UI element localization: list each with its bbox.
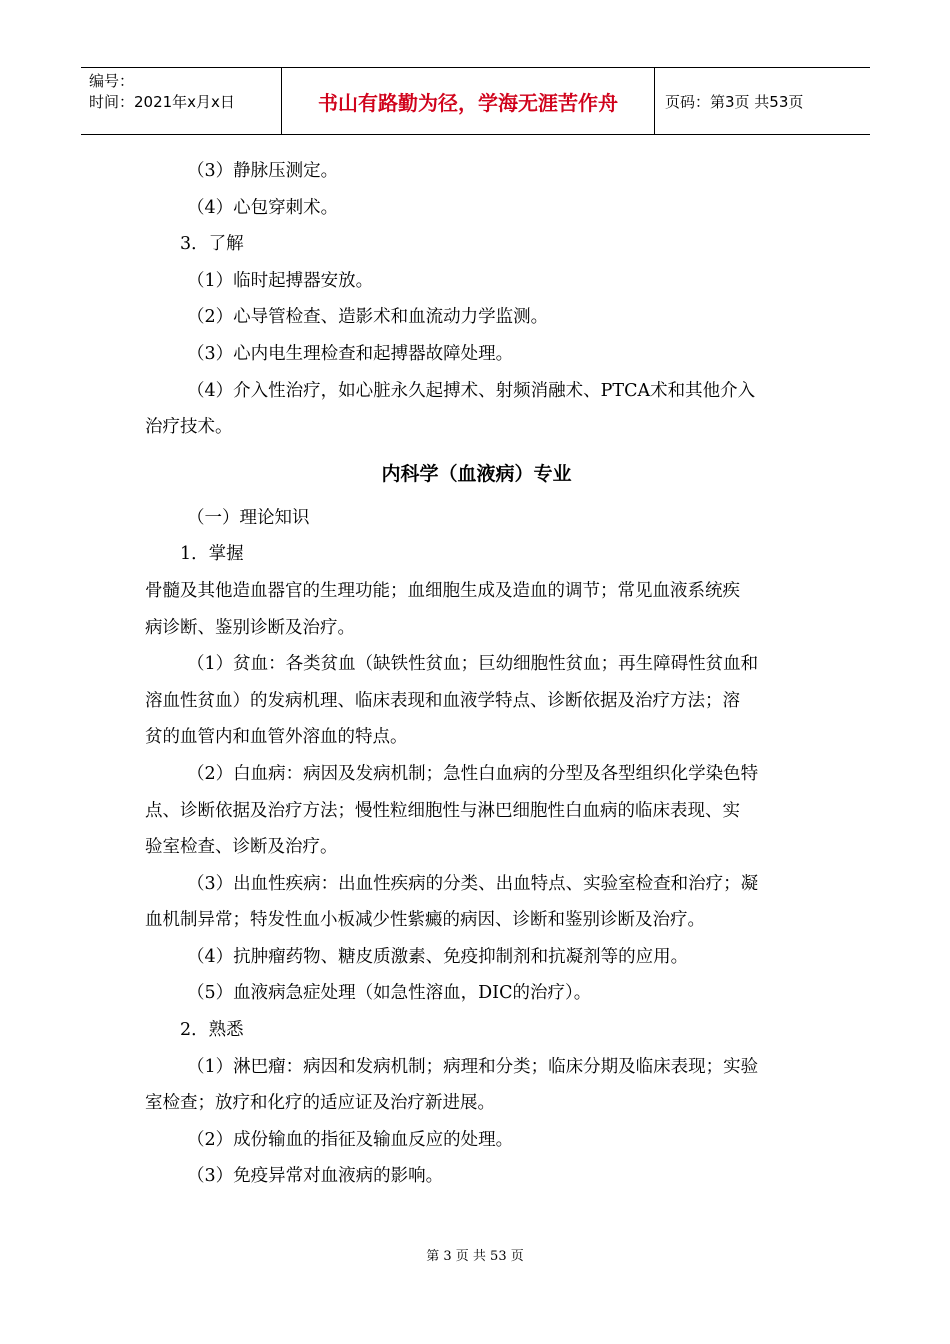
paragraph-line: 室检查；放疗和化疗的适应证及治疗新进展。	[145, 1093, 495, 1114]
paragraph-line: （3）出血性疾病：出血性疾病的分类、出血特点、实验室检查和治疗；凝	[187, 873, 759, 894]
header-motto: 书山有路勤为径，学海无涯苦作舟	[282, 68, 655, 134]
paragraph-line: （1）临时起搏器安放。	[187, 270, 374, 291]
page-header	[81, 67, 870, 135]
paragraph-line: （2）白血病：病因及发病机制；急性白血病的分型及各型组织化学染色特	[187, 763, 759, 784]
subsection-title: 3．了解	[180, 234, 244, 255]
paragraph-line: 病诊断、鉴别诊断及治疗。	[145, 617, 355, 638]
paragraph-line: （3）静脉压测定。	[187, 161, 339, 181]
paragraph-line: （1）贫血：各类贫血（缺铁性贫血；巨幼细胞性贫血；再生障碍性贫血和	[187, 654, 759, 675]
date-label: 时间：2021年x月x日	[89, 93, 235, 111]
paragraph-line: （4）心包穿刺术。	[187, 197, 339, 218]
subsection-title: 2．熟悉	[180, 1020, 244, 1041]
document-body	[145, 153, 808, 1195]
paragraph-line: （2）成份输血的指征及输血反应的处理。	[187, 1129, 514, 1150]
paragraph-line: 治疗技术。	[145, 417, 233, 438]
number-label: 编号：	[89, 72, 135, 90]
paragraph-line: （5）血液病急症处理（如急性溶血，DIC的治疗）。	[187, 983, 592, 1004]
paragraph-line: （4）抗肿瘤药物、糖皮质激素、免疫抑制剂和抗凝剂等的应用。	[187, 946, 689, 967]
paragraph-line: 溶血性贫血）的发病机理、临床表现和血液学特点、诊断依据及治疗方法；溶	[145, 690, 740, 711]
paragraph-line: （1）淋巴瘤：病因和发病机制；病理和分类；临床分期及临床表现；实验	[187, 1056, 759, 1077]
paragraph-line: （2）心导管检查、造影术和血流动力学监测。	[187, 307, 549, 328]
paragraph-line: 验室检查、诊断及治疗。	[145, 837, 338, 858]
paragraph-line: 骨髓及其他造血器官的生理功能；血细胞生成及造血的调节；常见血液系统疾	[145, 580, 740, 601]
page-footer: 第 3 页 共 53 页	[426, 1249, 524, 1264]
header-meta	[81, 68, 282, 134]
paragraph-line: 贫的血管内和血管外溶血的特点。	[145, 727, 408, 748]
paragraph-line: （3）心内电生理检查和起搏器故障处理。	[187, 343, 514, 364]
paragraph-line: （3）免疫异常对血液病的影响。	[187, 1166, 444, 1187]
paragraph-line: 点、诊断依据及治疗方法；慢性粒细胞性与淋巴细胞性白血病的临床表现、实	[145, 800, 740, 821]
section-heading: 内科学（血液病）专业	[381, 462, 572, 485]
paragraph-line: 血机制异常；特发性血小板减少性紫癜的病因、诊断和鉴别诊断及治疗。	[145, 910, 705, 931]
subsection-title: 1．掌握	[180, 544, 244, 565]
header-page-info: 页码：第3页 共53页	[665, 92, 804, 111]
paragraph-line: （一）理论知识	[187, 507, 310, 528]
paragraph-line: （4）介入性治疗，如心脏永久起搏术、射频消融术、PTCA术和其他介入	[187, 380, 756, 401]
